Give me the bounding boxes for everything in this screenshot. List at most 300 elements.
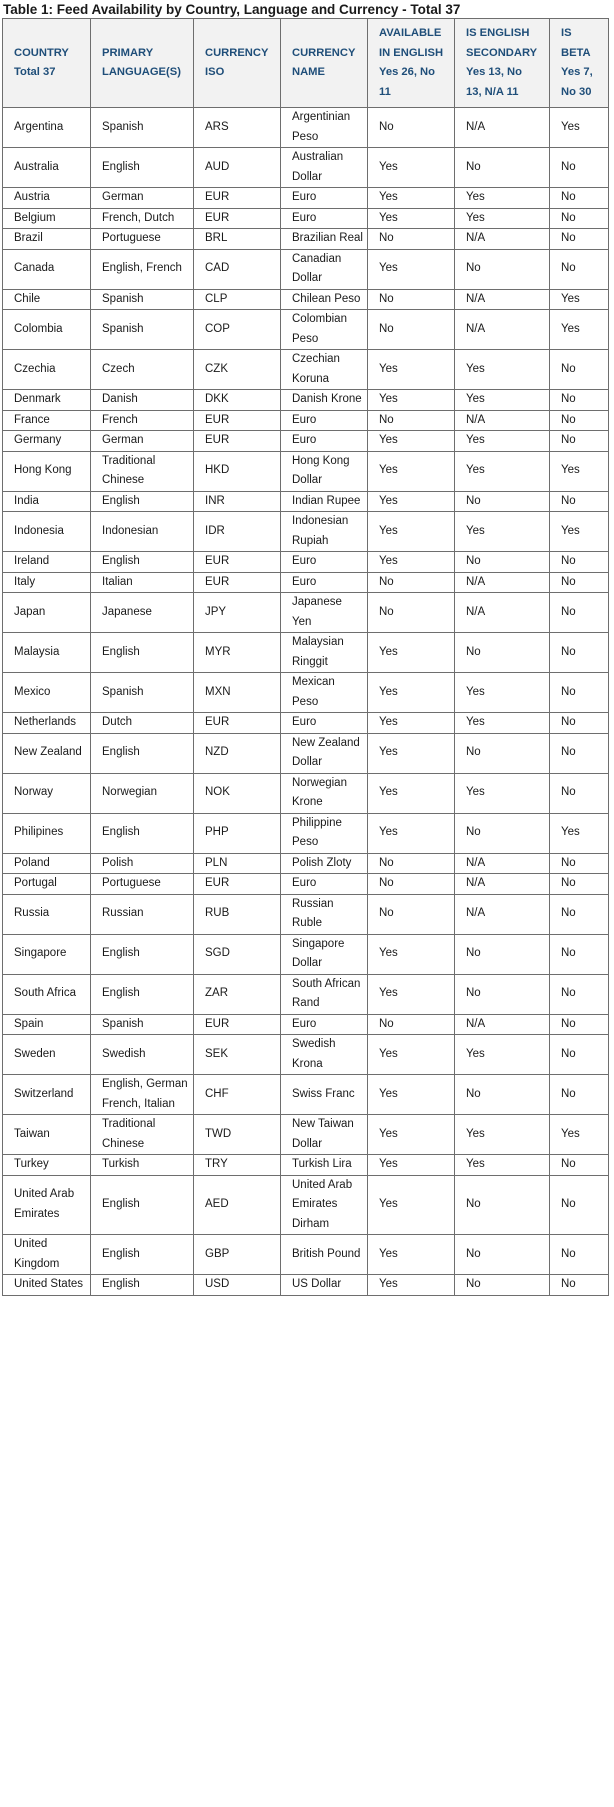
cell-is-english-secondary: Yes	[455, 673, 550, 713]
table-row	[3, 853, 609, 874]
table-row	[3, 1175, 609, 1235]
table-row	[3, 894, 609, 934]
cell-primary-language: English	[91, 148, 194, 188]
cell-country: Switzerland	[3, 1075, 91, 1115]
table-row	[3, 350, 609, 390]
cell-country: Canada	[3, 249, 91, 289]
cell-primary-language: Czech	[91, 350, 194, 390]
cell-country: Sweden	[3, 1035, 91, 1075]
table-row	[3, 813, 609, 853]
cell-is-beta: No	[550, 874, 609, 895]
cell-currency-name: Czechian Koruna	[281, 350, 368, 390]
cell-available-in-english: No	[368, 108, 455, 148]
cell-country: Philipines	[3, 813, 91, 853]
header-is-english-secondary: IS ENGLISH SECONDARY Yes 13, No 13, N/A 11	[455, 19, 550, 108]
cell-available-in-english: Yes	[368, 552, 455, 573]
table-row	[3, 572, 609, 593]
table-row	[3, 208, 609, 229]
cell-currency-name: Norwegian Krone	[281, 773, 368, 813]
cell-available-in-english: Yes	[368, 713, 455, 734]
cell-is-english-secondary: No	[455, 1275, 550, 1296]
cell-primary-language: Swedish	[91, 1035, 194, 1075]
cell-currency-name: Australian Dollar	[281, 148, 368, 188]
cell-is-beta: No	[550, 390, 609, 411]
cell-primary-language: Indonesian	[91, 512, 194, 552]
cell-available-in-english: Yes	[368, 148, 455, 188]
cell-is-english-secondary: Yes	[455, 350, 550, 390]
cell-is-english-secondary: N/A	[455, 874, 550, 895]
cell-available-in-english: Yes	[368, 491, 455, 512]
cell-available-in-english: No	[368, 874, 455, 895]
cell-primary-language: German	[91, 431, 194, 452]
cell-currency-name: Euro	[281, 572, 368, 593]
table-row	[3, 633, 609, 673]
cell-is-english-secondary: Yes	[455, 1035, 550, 1075]
cell-currency-iso: BRL	[194, 229, 281, 250]
cell-is-beta: No	[550, 1175, 609, 1235]
cell-country: New Zealand	[3, 733, 91, 773]
header-country: COUNTRY Total 37	[3, 19, 91, 108]
cell-is-beta: No	[550, 733, 609, 773]
cell-is-beta: Yes	[550, 310, 609, 350]
cell-primary-language: English	[91, 1175, 194, 1235]
cell-is-beta: No	[550, 673, 609, 713]
cell-currency-name: Euro	[281, 431, 368, 452]
table-row	[3, 108, 609, 148]
cell-is-beta: No	[550, 148, 609, 188]
table-row	[3, 148, 609, 188]
cell-country: Ireland	[3, 552, 91, 573]
cell-primary-language: Polish	[91, 853, 194, 874]
cell-currency-name: Swiss Franc	[281, 1075, 368, 1115]
cell-currency-name: Japanese Yen	[281, 593, 368, 633]
cell-currency-iso: USD	[194, 1275, 281, 1296]
cell-available-in-english: Yes	[368, 1155, 455, 1176]
cell-country: United Arab Emirates	[3, 1175, 91, 1235]
cell-country: Taiwan	[3, 1115, 91, 1155]
cell-is-beta: No	[550, 1014, 609, 1035]
table-row	[3, 593, 609, 633]
cell-country: Norway	[3, 773, 91, 813]
cell-available-in-english: Yes	[368, 974, 455, 1014]
cell-is-beta: No	[550, 208, 609, 229]
table-row	[3, 1235, 609, 1275]
cell-available-in-english: No	[368, 410, 455, 431]
cell-primary-language: Danish	[91, 390, 194, 411]
cell-is-english-secondary: N/A	[455, 410, 550, 431]
table-row	[3, 874, 609, 895]
cell-country: Indonesia	[3, 512, 91, 552]
cell-primary-language: English	[91, 491, 194, 512]
cell-primary-language: Portuguese	[91, 229, 194, 250]
cell-country: Spain	[3, 1014, 91, 1035]
cell-country: United Kingdom	[3, 1235, 91, 1275]
cell-available-in-english: No	[368, 1014, 455, 1035]
cell-available-in-english: Yes	[368, 773, 455, 813]
cell-currency-name: Argentinian Peso	[281, 108, 368, 148]
header-is-beta: IS BETA Yes 7, No 30	[550, 19, 609, 108]
table-row	[3, 673, 609, 713]
table-row	[3, 1014, 609, 1035]
table-row	[3, 713, 609, 734]
cell-is-beta: No	[550, 1035, 609, 1075]
cell-primary-language: Turkish	[91, 1155, 194, 1176]
cell-currency-iso: EUR	[194, 410, 281, 431]
cell-available-in-english: Yes	[368, 451, 455, 491]
cell-is-beta: Yes	[550, 512, 609, 552]
cell-currency-iso: EUR	[194, 1014, 281, 1035]
cell-available-in-english: Yes	[368, 1115, 455, 1155]
cell-available-in-english: Yes	[368, 350, 455, 390]
header-currency-name: CURRENCY NAME	[281, 19, 368, 108]
cell-currency-iso: INR	[194, 491, 281, 512]
cell-primary-language: Spanish	[91, 289, 194, 310]
table-row	[3, 249, 609, 289]
cell-country: Australia	[3, 148, 91, 188]
cell-primary-language: English	[91, 1275, 194, 1296]
cell-is-english-secondary: No	[455, 1235, 550, 1275]
table-row	[3, 1155, 609, 1176]
cell-is-english-secondary: Yes	[455, 188, 550, 209]
cell-available-in-english: No	[368, 572, 455, 593]
cell-country: Poland	[3, 853, 91, 874]
cell-country: Austria	[3, 188, 91, 209]
cell-country: Netherlands	[3, 713, 91, 734]
cell-primary-language: Spanish	[91, 673, 194, 713]
cell-is-beta: No	[550, 1235, 609, 1275]
table-row	[3, 773, 609, 813]
cell-currency-name: Indonesian Rupiah	[281, 512, 368, 552]
table-row	[3, 1115, 609, 1155]
cell-country: Mexico	[3, 673, 91, 713]
cell-is-english-secondary: N/A	[455, 894, 550, 934]
cell-is-beta: No	[550, 229, 609, 250]
cell-currency-name: Euro	[281, 410, 368, 431]
table-title: Table 1: Feed Availability by Country, Language and Currency - Total 37	[3, 2, 461, 17]
cell-is-english-secondary: Yes	[455, 512, 550, 552]
cell-country: Russia	[3, 894, 91, 934]
cell-available-in-english: Yes	[368, 1275, 455, 1296]
table-row	[3, 410, 609, 431]
cell-available-in-english: Yes	[368, 1235, 455, 1275]
cell-is-english-secondary: No	[455, 148, 550, 188]
cell-currency-iso: MXN	[194, 673, 281, 713]
cell-is-english-secondary: N/A	[455, 310, 550, 350]
cell-currency-name: British Pound	[281, 1235, 368, 1275]
table-row	[3, 310, 609, 350]
table-header-row	[3, 19, 609, 108]
cell-currency-name: Euro	[281, 188, 368, 209]
cell-currency-name: New Zealand Dollar	[281, 733, 368, 773]
cell-country: Belgium	[3, 208, 91, 229]
cell-currency-iso: ARS	[194, 108, 281, 148]
cell-is-beta: Yes	[550, 1115, 609, 1155]
cell-country: Chile	[3, 289, 91, 310]
cell-country: Czechia	[3, 350, 91, 390]
cell-is-english-secondary: No	[455, 249, 550, 289]
cell-currency-iso: NOK	[194, 773, 281, 813]
table-row	[3, 934, 609, 974]
cell-available-in-english: No	[368, 229, 455, 250]
cell-is-english-secondary: Yes	[455, 390, 550, 411]
cell-is-beta: No	[550, 894, 609, 934]
cell-currency-name: Hong Kong Dollar	[281, 451, 368, 491]
cell-currency-iso: CZK	[194, 350, 281, 390]
cell-currency-iso: AUD	[194, 148, 281, 188]
cell-is-beta: No	[550, 1075, 609, 1115]
table-row	[3, 1035, 609, 1075]
cell-is-beta: No	[550, 853, 609, 874]
table-row	[3, 188, 609, 209]
cell-currency-name: Euro	[281, 1014, 368, 1035]
cell-primary-language: Italian	[91, 572, 194, 593]
cell-currency-iso: EUR	[194, 431, 281, 452]
cell-currency-iso: GBP	[194, 1235, 281, 1275]
cell-country: Turkey	[3, 1155, 91, 1176]
table-row	[3, 1075, 609, 1115]
cell-currency-iso: TWD	[194, 1115, 281, 1155]
cell-is-beta: Yes	[550, 451, 609, 491]
table-row	[3, 431, 609, 452]
cell-currency-name: Euro	[281, 713, 368, 734]
cell-is-english-secondary: N/A	[455, 572, 550, 593]
cell-currency-name: Swedish Krona	[281, 1035, 368, 1075]
cell-is-english-secondary: No	[455, 491, 550, 512]
cell-is-english-secondary: Yes	[455, 208, 550, 229]
cell-is-beta: Yes	[550, 289, 609, 310]
table-row	[3, 229, 609, 250]
cell-country: Italy	[3, 572, 91, 593]
cell-currency-name: Singapore Dollar	[281, 934, 368, 974]
table-row	[3, 974, 609, 1014]
cell-currency-iso: ZAR	[194, 974, 281, 1014]
cell-currency-iso: EUR	[194, 552, 281, 573]
cell-is-english-secondary: Yes	[455, 773, 550, 813]
cell-country: Portugal	[3, 874, 91, 895]
cell-is-beta: No	[550, 350, 609, 390]
cell-primary-language: Spanish	[91, 1014, 194, 1035]
cell-is-english-secondary: No	[455, 813, 550, 853]
cell-primary-language: French	[91, 410, 194, 431]
cell-country: Japan	[3, 593, 91, 633]
cell-is-beta: No	[550, 431, 609, 452]
cell-currency-iso: DKK	[194, 390, 281, 411]
cell-available-in-english: Yes	[368, 934, 455, 974]
table-row	[3, 512, 609, 552]
cell-currency-name: Colombian Peso	[281, 310, 368, 350]
cell-primary-language: Spanish	[91, 108, 194, 148]
header-primary-language: PRIMARY LANGUAGE(S)	[91, 19, 194, 108]
cell-is-beta: No	[550, 633, 609, 673]
cell-available-in-english: Yes	[368, 390, 455, 411]
cell-country: Malaysia	[3, 633, 91, 673]
cell-currency-name: Chilean Peso	[281, 289, 368, 310]
cell-currency-iso: JPY	[194, 593, 281, 633]
cell-is-beta: No	[550, 572, 609, 593]
cell-country: France	[3, 410, 91, 431]
cell-available-in-english: No	[368, 310, 455, 350]
table-row	[3, 491, 609, 512]
cell-is-beta: No	[550, 249, 609, 289]
cell-primary-language: English	[91, 1235, 194, 1275]
cell-currency-iso: CAD	[194, 249, 281, 289]
cell-is-english-secondary: N/A	[455, 853, 550, 874]
cell-country: Colombia	[3, 310, 91, 350]
cell-currency-name: Mexican Peso	[281, 673, 368, 713]
cell-currency-iso: SGD	[194, 934, 281, 974]
table-row	[3, 552, 609, 573]
cell-currency-name: New Taiwan Dollar	[281, 1115, 368, 1155]
feed-availability-table	[2, 18, 609, 1296]
cell-currency-iso: EUR	[194, 188, 281, 209]
cell-is-beta: No	[550, 491, 609, 512]
cell-country: United States	[3, 1275, 91, 1296]
cell-is-english-secondary: N/A	[455, 593, 550, 633]
cell-is-english-secondary: Yes	[455, 451, 550, 491]
cell-currency-iso: CLP	[194, 289, 281, 310]
cell-primary-language: Japanese	[91, 593, 194, 633]
cell-currency-iso: PHP	[194, 813, 281, 853]
cell-is-beta: No	[550, 1275, 609, 1296]
cell-is-english-secondary: No	[455, 633, 550, 673]
cell-primary-language: English	[91, 633, 194, 673]
cell-currency-name: Polish Zloty	[281, 853, 368, 874]
cell-is-beta: Yes	[550, 108, 609, 148]
cell-currency-iso: RUB	[194, 894, 281, 934]
cell-primary-language: English	[91, 733, 194, 773]
cell-is-english-secondary: Yes	[455, 713, 550, 734]
cell-is-english-secondary: No	[455, 1175, 550, 1235]
cell-primary-language: French, Dutch	[91, 208, 194, 229]
cell-currency-name: Philippine Peso	[281, 813, 368, 853]
cell-is-beta: No	[550, 593, 609, 633]
cell-currency-name: Euro	[281, 208, 368, 229]
cell-is-beta: No	[550, 773, 609, 813]
cell-currency-iso: EUR	[194, 572, 281, 593]
cell-primary-language: English, German French, Italian	[91, 1075, 194, 1115]
cell-country: Argentina	[3, 108, 91, 148]
cell-is-english-secondary: Yes	[455, 1155, 550, 1176]
cell-is-beta: No	[550, 410, 609, 431]
cell-country: Germany	[3, 431, 91, 452]
cell-is-english-secondary: No	[455, 1075, 550, 1115]
header-available-in-english: AVAILABLE IN ENGLISH Yes 26, No 11	[368, 19, 455, 108]
cell-primary-language: English	[91, 934, 194, 974]
table-row	[3, 451, 609, 491]
table-row	[3, 289, 609, 310]
cell-currency-name: Canadian Dollar	[281, 249, 368, 289]
cell-primary-language: Russian	[91, 894, 194, 934]
cell-is-beta: No	[550, 1155, 609, 1176]
cell-currency-iso: NZD	[194, 733, 281, 773]
cell-is-english-secondary: No	[455, 934, 550, 974]
cell-primary-language: Traditional Chinese	[91, 451, 194, 491]
cell-primary-language: Traditional Chinese	[91, 1115, 194, 1155]
cell-currency-iso: EUR	[194, 874, 281, 895]
cell-primary-language: English	[91, 813, 194, 853]
cell-is-beta: No	[550, 188, 609, 209]
cell-currency-iso: IDR	[194, 512, 281, 552]
cell-available-in-english: Yes	[368, 188, 455, 209]
cell-country: Singapore	[3, 934, 91, 974]
cell-is-beta: No	[550, 934, 609, 974]
cell-is-beta: Yes	[550, 813, 609, 853]
cell-available-in-english: No	[368, 853, 455, 874]
cell-currency-iso: AED	[194, 1175, 281, 1235]
cell-is-beta: No	[550, 974, 609, 1014]
cell-primary-language: English	[91, 552, 194, 573]
cell-country: India	[3, 491, 91, 512]
cell-available-in-english: Yes	[368, 208, 455, 229]
cell-is-english-secondary: N/A	[455, 229, 550, 250]
cell-is-beta: No	[550, 552, 609, 573]
cell-currency-name: Euro	[281, 874, 368, 895]
cell-available-in-english: Yes	[368, 1035, 455, 1075]
cell-currency-name: Indian Rupee	[281, 491, 368, 512]
cell-available-in-english: Yes	[368, 512, 455, 552]
table-row	[3, 733, 609, 773]
cell-available-in-english: Yes	[368, 1175, 455, 1235]
cell-primary-language: Portuguese	[91, 874, 194, 895]
cell-currency-iso: SEK	[194, 1035, 281, 1075]
cell-available-in-english: Yes	[368, 633, 455, 673]
cell-is-english-secondary: Yes	[455, 1115, 550, 1155]
cell-available-in-english: Yes	[368, 733, 455, 773]
cell-is-english-secondary: No	[455, 974, 550, 1014]
cell-primary-language: Norwegian	[91, 773, 194, 813]
cell-currency-iso: PLN	[194, 853, 281, 874]
cell-country: South Africa	[3, 974, 91, 1014]
header-currency-iso: CURRENCY ISO	[194, 19, 281, 108]
cell-currency-iso: COP	[194, 310, 281, 350]
cell-currency-name: Euro	[281, 552, 368, 573]
cell-currency-name: South African Rand	[281, 974, 368, 1014]
cell-currency-iso: EUR	[194, 208, 281, 229]
cell-available-in-english: No	[368, 593, 455, 633]
cell-is-english-secondary: N/A	[455, 108, 550, 148]
cell-primary-language: German	[91, 188, 194, 209]
cell-currency-iso: MYR	[194, 633, 281, 673]
cell-is-english-secondary: N/A	[455, 1014, 550, 1035]
cell-currency-name: Malaysian Ringgit	[281, 633, 368, 673]
cell-currency-name: US Dollar	[281, 1275, 368, 1296]
cell-country: Denmark	[3, 390, 91, 411]
cell-currency-name: Danish Krone	[281, 390, 368, 411]
cell-available-in-english: No	[368, 894, 455, 934]
cell-currency-name: Turkish Lira	[281, 1155, 368, 1176]
cell-available-in-english: Yes	[368, 673, 455, 713]
cell-country: Brazil	[3, 229, 91, 250]
cell-is-english-secondary: Yes	[455, 431, 550, 452]
cell-primary-language: Spanish	[91, 310, 194, 350]
cell-available-in-english: No	[368, 289, 455, 310]
cell-primary-language: Dutch	[91, 713, 194, 734]
cell-country: Hong Kong	[3, 451, 91, 491]
cell-available-in-english: Yes	[368, 431, 455, 452]
cell-currency-iso: EUR	[194, 713, 281, 734]
cell-available-in-english: Yes	[368, 1075, 455, 1115]
cell-is-beta: No	[550, 713, 609, 734]
cell-available-in-english: Yes	[368, 813, 455, 853]
cell-currency-name: United Arab Emirates Dirham	[281, 1175, 368, 1235]
cell-currency-iso: TRY	[194, 1155, 281, 1176]
cell-is-english-secondary: N/A	[455, 289, 550, 310]
table-body	[3, 108, 609, 1296]
cell-is-english-secondary: No	[455, 733, 550, 773]
cell-currency-iso: CHF	[194, 1075, 281, 1115]
cell-is-english-secondary: No	[455, 552, 550, 573]
cell-available-in-english: Yes	[368, 249, 455, 289]
